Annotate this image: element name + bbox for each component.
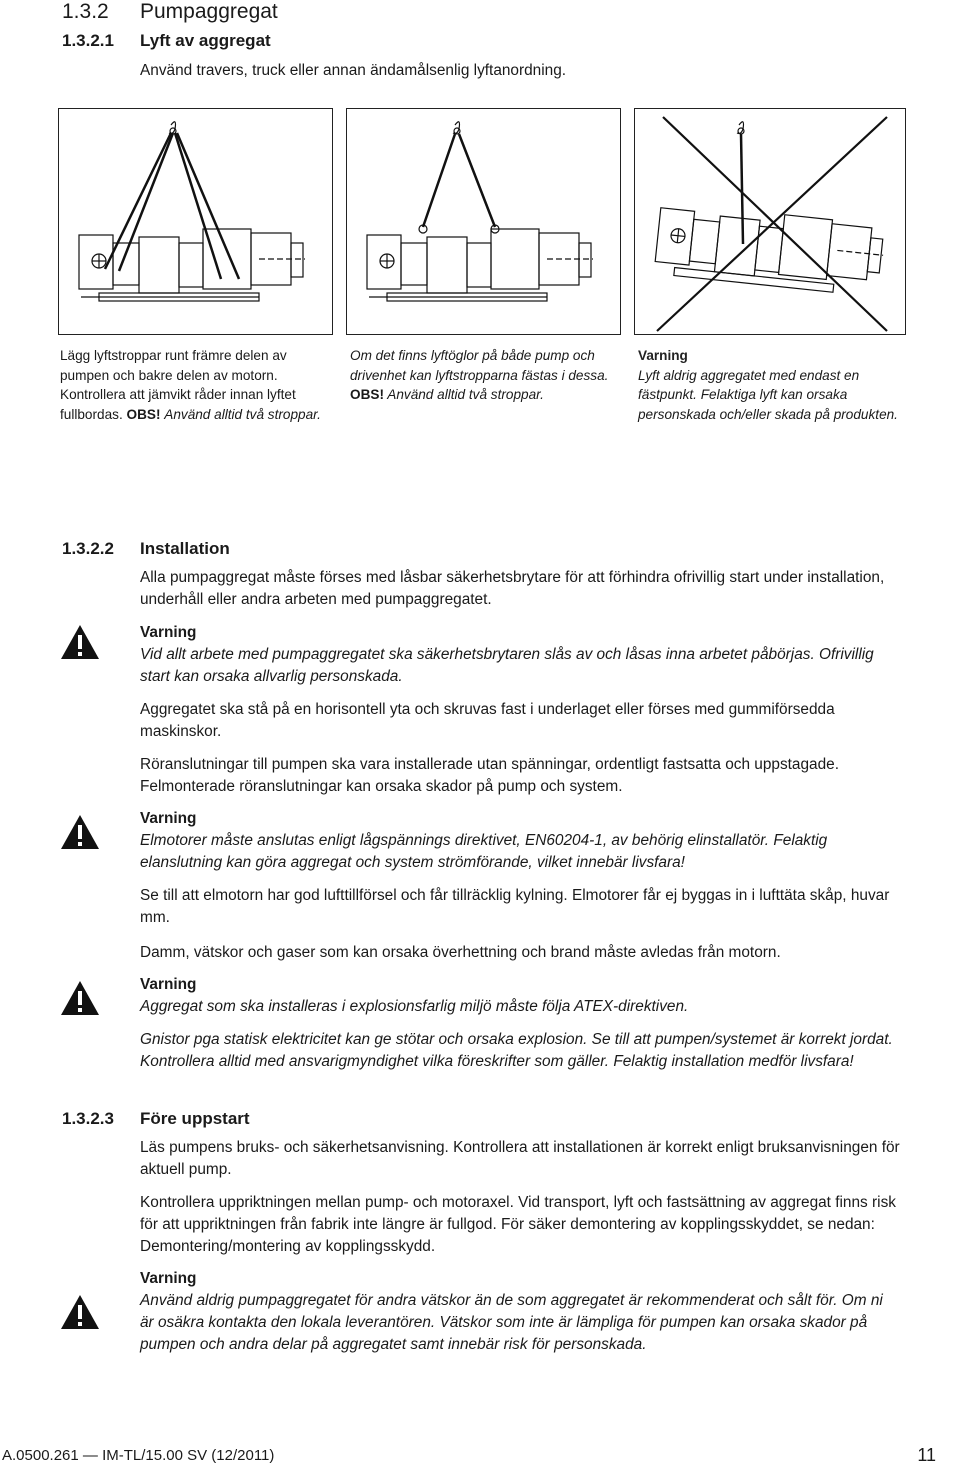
startup-title: Före uppstart	[140, 1109, 250, 1128]
warning-icon	[60, 624, 100, 660]
caption-2	[350, 346, 618, 405]
caption-2-obs: OBS!	[350, 387, 384, 402]
caption-3-label: Varning	[638, 348, 688, 363]
warning-3-text-2: Gnistor pga statisk elektricitet kan ge stötar och orsaka explosion. Se till att pumpen/systemet är korrekt jordat. Kontrollera alltid med ansvarigmyndighet vilka föreskrifter som gäller. Felaktig installation medför livsfara!	[140, 1031, 893, 1070]
startup-p2: Kontrollera uppriktningen mellan pump- och motoraxel. Vid transport, lyft och fastsättning av aggregat finns risk för att uppriktningen från fabrik inte längre är fullgod. För säker demontering av kopplingsskyddet, se nedan: Demontering/montering av kopplingsskydd.	[140, 1194, 896, 1255]
installation-p4: Se till att elmotorn har god lufttillförsel och får tillräcklig kylning. Elmotorer får ej byggas in i lufttäta skåp, huvar mm.	[140, 887, 890, 926]
caption-1-text: Lägg lyftstroppar runt främre delen av pumpen och bakre delen av motorn. Kontrollera att jämvikt råder innan lyftet fullbordas.	[60, 348, 296, 422]
caption-1	[60, 346, 328, 424]
lift-heading	[62, 31, 271, 51]
figure-wrong-lift	[634, 108, 906, 335]
lift-intro: Använd travers, truck eller annan ändamålsenlig lyftanordning.	[140, 62, 567, 79]
section-heading	[62, 0, 278, 24]
pump-drawing-1	[59, 109, 334, 336]
installation-title: Installation	[140, 539, 230, 558]
startup-heading	[62, 1109, 250, 1129]
installation-p3: Röranslutningar till pumpen ska vara installerade utan spänningar, ordentligt fastsatta och uppstagade. Felmonterade röranslutningar kan orsaka skador på pump och system.	[140, 756, 840, 795]
lift-number: 1.3.2.1	[62, 31, 114, 50]
installation-number: 1.3.2.2	[62, 539, 114, 558]
warning-2-text: Elmotorer måste anslutas enligt lågspännings direktivet, EN60204-1, av behörig elinstallatör. Felaktig elanslutning kan göra aggregat och system strömförande, vilket innebär livsfara!	[140, 832, 828, 871]
pump-drawing-2	[347, 109, 622, 336]
warning-1-label: Varning	[140, 624, 197, 641]
warning-1	[140, 622, 900, 688]
warning-3	[140, 974, 900, 1018]
section-number: 1.3.2	[62, 0, 109, 23]
warning-4	[140, 1268, 900, 1356]
warning-4-text: Använd aldrig pumpaggregatet för andra vätskor än de som aggregatet är rekommenderat och sålt för. Om ni är osäkra kontakta den lokala leverantören. Vätskor som inte är lämpliga för pumpen kan orsaka skador på pumpen och andra delar på aggregatet samt innebär risk för personskada.	[140, 1292, 883, 1353]
installation-p2: Aggregatet ska stå på en horisontell yta och skruvas fast i underlaget eller förses med gummiförsedda maskinskor.	[140, 701, 835, 740]
installation-p5: Damm, vätskor och gaser som kan orsaka överhettning och brand måste avledas från motorn.	[140, 944, 781, 961]
figure-lifting-eyes	[346, 108, 621, 335]
warning-1-text: Vid allt arbete med pumpaggregatet ska säkerhetsbrytaren slås av och låsas inna arbetet påbörjas. Ofrivillig start kan orsaka allvarlig personskada.	[140, 646, 874, 685]
section-title: Pumpaggregat	[140, 0, 278, 23]
warning-3-label: Varning	[140, 976, 197, 993]
installation-heading	[62, 539, 230, 559]
caption-2-rest: Använd alltid två stroppar.	[387, 387, 544, 402]
installation-p1: Alla pumpaggregat måste förses med låsbar säkerhetsbrytare för att förhindra ofrivillig start under installation, underhåll eller andra arbeten med pumpaggregatet.	[140, 569, 885, 608]
warning-icon	[60, 814, 100, 850]
caption-3-text: Lyft aldrig aggregatet med endast en fästpunkt. Felaktiga lyft kan orsaka personskada och/eller skada på produkten.	[638, 367, 898, 422]
warning-4-label: Varning	[140, 1270, 197, 1287]
warning-icon	[60, 980, 100, 1016]
lift-title: Lyft av aggregat	[140, 31, 271, 50]
page-number: 11	[917, 1445, 936, 1465]
warning-icon	[60, 1294, 100, 1330]
figure-two-slings	[58, 108, 333, 335]
warning-3-text: Aggregat som ska installeras i explosionsfarlig miljö måste följa ATEX-direktiven.	[140, 998, 689, 1015]
startup-number: 1.3.2.3	[62, 1109, 114, 1128]
caption-1-obs: OBS!	[126, 406, 161, 422]
startup-p1: Läs pumpens bruks- och säkerhetsanvisning. Kontrollera att installationen är korrekt enligt bruksanvisningen för aktuell pump.	[140, 1139, 900, 1178]
footer-doc-id: A.0500.261 — IM-TL/15.00 SV (12/2011)	[2, 1447, 275, 1464]
caption-1-rest: Använd alltid två stroppar.	[164, 406, 321, 422]
caption-3	[638, 346, 900, 424]
pump-drawing-3	[635, 109, 907, 336]
warning-2	[140, 808, 900, 874]
warning-2-label: Varning	[140, 810, 197, 827]
caption-2-text: Om det finns lyftöglor på både pump och drivenhet kan lyftstropparna fästas i dessa.	[350, 348, 609, 383]
